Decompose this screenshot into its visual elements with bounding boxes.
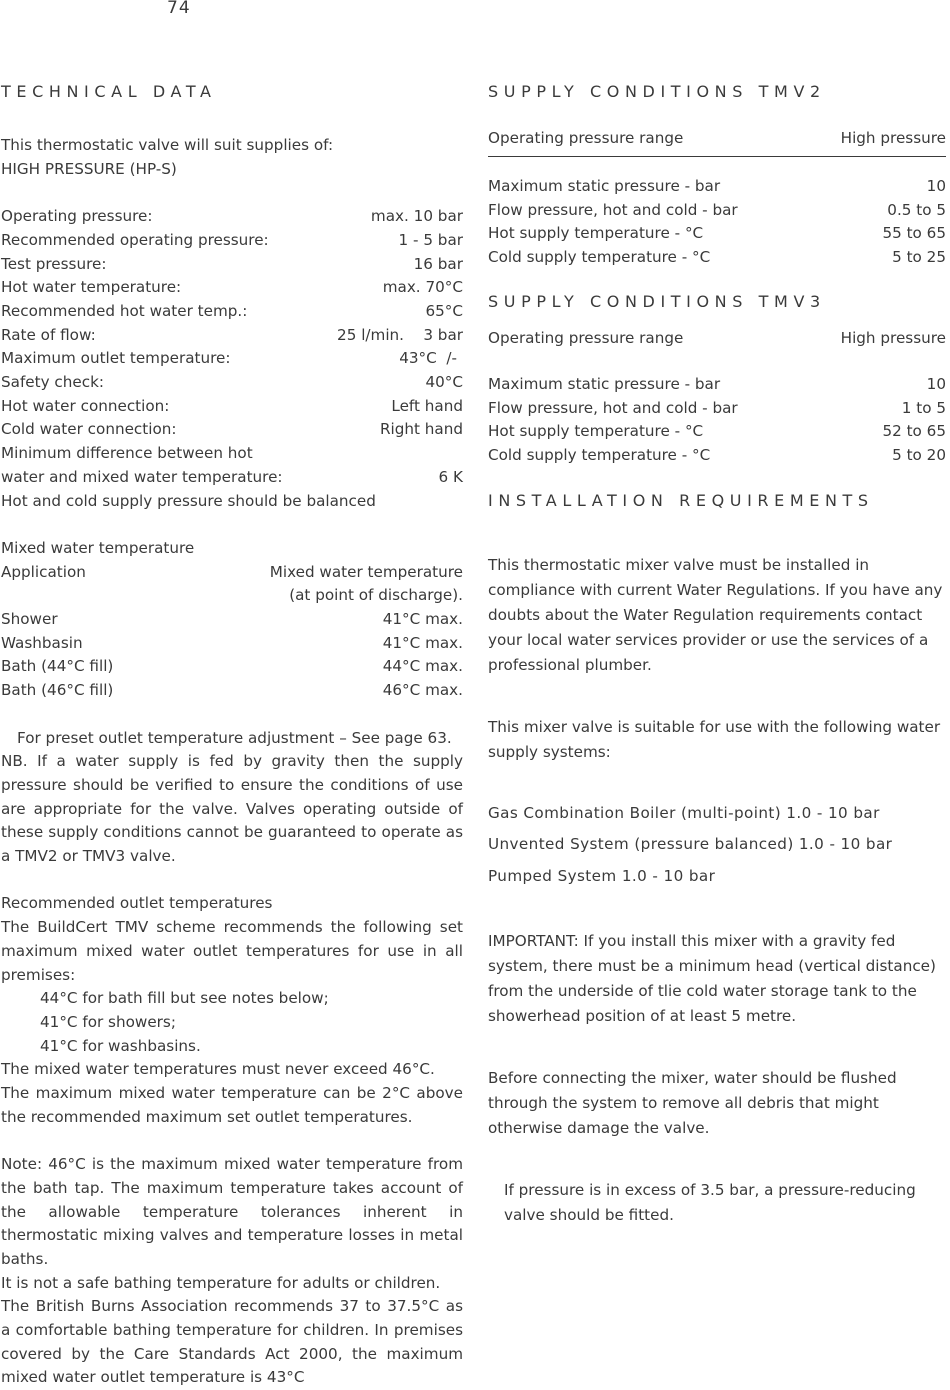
spec-row: [1, 395, 463, 419]
application-header-row: [1, 584, 463, 608]
not-safe-note: It is not a safe bathing temperature for adults or children.: [1, 1273, 441, 1292]
spec-label: Hot water connection:: [1, 396, 170, 415]
burns-note: The British Burns Association recommends 37 to 37.5°C as a comfortable bathing temperature for children. In premises covered by the Care Standards Act 2000, the maximum mixed water outlet temperature is 43°C: [1, 1297, 463, 1387]
spec-row: [1, 300, 463, 324]
balanced-note: Hot and cold supply pressure should be balanced: [1, 491, 376, 510]
spec-label: Test pressure:: [1, 254, 107, 273]
application-row: [1, 655, 463, 679]
supply-system-item: Gas Combination Boiler (multi-point) 1.0 - 10 bar: [488, 803, 880, 822]
recommended-item: 41°C for showers;: [40, 1012, 176, 1031]
application-temp: 41°C max.: [382, 610, 463, 629]
tmv2-row: [488, 175, 946, 199]
supply-conditions-column: [488, 80, 946, 1228]
spec-value: max. 70°C: [382, 278, 463, 297]
min-diff-row: [1, 466, 463, 490]
spec-value: 40°C: [425, 373, 463, 392]
condition-label: Maximum static pressure - bar: [488, 374, 721, 393]
application-value: Mixed water temperature: [269, 562, 463, 581]
spec-label: Recommended hot water temp.:: [1, 301, 248, 320]
condition-label: Hot supply temperature - °C: [488, 422, 704, 441]
spec-row: [1, 205, 463, 229]
spec-row: [1, 371, 463, 395]
nb-note: NB. If a water supply is fed by gravity then the supply pressure should be verified to ensure the conditions of use are appropriate for the valve. Valves operating outside of these supply conditions cannot be guaranteed to operate as a TMV2 or TMV3 valve.: [1, 752, 463, 866]
spec-label: Safety check:: [1, 373, 104, 392]
condition-value: 5 to 25: [892, 248, 946, 267]
preset-note: For preset outlet temperature adjustment – See page 63.: [17, 728, 452, 747]
compliance-paragraph: This thermostatic mixer valve must be installed in compliance with current Water Regulations. If you have any doubts about the Water Regulation requirements contact your local water services provider or use the services of a professional plumber.: [488, 555, 943, 674]
condition-label: Flow pressure, hot and cold - bar: [488, 398, 738, 417]
spec-label: Maximum outlet temperature:: [1, 349, 231, 368]
spec-value: Right hand: [379, 420, 463, 439]
condition-label: Flow pressure, hot and cold - bar: [488, 200, 738, 219]
tmv2-range-row: [488, 127, 946, 157]
application-name: Bath (44°C fill): [1, 657, 114, 676]
tmv2-row: [488, 199, 946, 223]
note-46: Note: 46°C is the maximum mixed water temperature from the bath tap. The maximum temperature takes account of the allowable temperature tolerances inherent in thermostatic mixing valves and temperature losses in metal baths.: [1, 1155, 463, 1268]
condition-label: Cold supply temperature - °C: [488, 445, 711, 464]
application-label: Application: [1, 562, 86, 581]
condition-value: 10: [926, 374, 946, 393]
spec-value: 43°C /-: [399, 349, 457, 368]
supply-system-item: Pumped System 1.0 - 10 bar: [488, 866, 716, 885]
spec-row: [1, 418, 463, 442]
condition-value: 55 to 65: [882, 224, 946, 243]
important-paragraph: IMPORTANT: If you install this mixer with a gravity fed system, there must be a minimum head (vertical distance) from the underside of tlie cold water storage tank to the showerhead position of at least 5 metre.: [488, 932, 936, 1026]
application-row: [1, 679, 463, 703]
recommended-title: Recommended outlet temperatures: [1, 894, 273, 913]
spec-row: [1, 253, 463, 277]
application-name: Washbasin: [1, 633, 83, 652]
condition-label: Cold supply temperature - °C: [488, 248, 711, 267]
condition-label: Maximum static pressure - bar: [488, 177, 721, 195]
condition-value: 10: [926, 177, 946, 195]
tmv3-row: [488, 444, 946, 468]
condition-value: 0.5 to 5: [887, 200, 946, 219]
application-header-row: [1, 561, 463, 585]
application-row: [1, 632, 463, 656]
range-label: Operating pressure range: [488, 328, 684, 347]
spec-value: Left hand: [391, 396, 463, 415]
application-temp: 44°C max.: [382, 657, 463, 676]
spec-row: [1, 347, 463, 371]
application-temp: 41°C max.: [382, 633, 463, 652]
spec-label: Hot water temperature:: [1, 278, 182, 297]
spec-row: [1, 229, 463, 253]
range-value: High pressure: [840, 129, 946, 147]
spec-value: max. 10 bar: [370, 207, 463, 226]
recommended-intro: The BuildCert TMV scheme recommends the following set maximum mixed water outlet temperatures for use in all premises:: [1, 918, 463, 984]
tmv3-row: [488, 420, 946, 444]
flush-paragraph: Before connecting the mixer, water should be flushed through the system to remove all debris that might otherwise damage the valve.: [488, 1069, 897, 1138]
spec-row: [1, 324, 463, 348]
supply-system-item: Unvented System (pressure balanced) 1.0 - 10 bar: [488, 835, 893, 854]
application-temp: 46°C max.: [382, 681, 463, 700]
spec-label: Recommended operating pressure:: [1, 230, 269, 249]
tmv2-row: [488, 246, 946, 270]
spec-value: 25 l/min. 3 bar: [337, 325, 463, 344]
spec-label: Rate of flow:: [1, 325, 96, 344]
tmv3-row: [488, 397, 946, 421]
suitable-paragraph: This mixer valve is suitable for use with the following water supply systems:: [488, 717, 941, 761]
installation-heading: INSTALLATION REQUIREMENTS: [488, 490, 874, 510]
recommended-item: 41°C for washbasins.: [40, 1036, 201, 1055]
tmv3-range-row: [488, 327, 946, 356]
intro-line: HIGH PRESSURE (HP-S): [1, 159, 177, 178]
spec-label: Cold water connection:: [1, 420, 177, 439]
page-number: 74: [167, 0, 191, 18]
spec-row: [1, 276, 463, 300]
min-diff-label: water and mixed water temperature:: [1, 467, 283, 486]
condition-value: 52 to 65: [882, 422, 946, 441]
technical-data-heading: TECHNICAL DATA: [1, 82, 217, 101]
pressure-paragraph: If pressure is in excess of 3.5 bar, a pressure-reducing valve should be fitted.: [504, 1181, 916, 1225]
spec-label: Operating pressure:: [1, 207, 153, 226]
mixed-water-title: Mixed water temperature: [1, 538, 195, 557]
application-value: (at point of discharge).: [289, 586, 463, 605]
application-row: [1, 608, 463, 632]
tmv2-row: [488, 222, 946, 246]
spec-value: 65°C: [425, 301, 463, 320]
application-name: Bath (46°C fill): [1, 681, 114, 700]
tmv2-heading: SUPPLY CONDITIONS TMV2: [488, 82, 826, 101]
min-diff-value: 6 K: [438, 467, 463, 486]
range-label: Operating pressure range: [488, 129, 684, 147]
recommended-item: 44°C for bath fill but see notes below;: [40, 989, 329, 1008]
application-name: Shower: [1, 610, 58, 629]
min-diff-line: Minimum difference between hot: [1, 444, 253, 463]
range-value: High pressure: [840, 328, 946, 347]
technical-data-column: [1, 80, 463, 1390]
never-exceed-note: The mixed water temperatures must never exceed 46°C.: [1, 1060, 435, 1079]
spec-list: [1, 205, 463, 442]
condition-value: 5 to 20: [892, 445, 946, 464]
spec-value: 1 - 5 bar: [398, 230, 463, 249]
tmv3-heading: SUPPLY CONDITIONS TMV3: [488, 291, 826, 311]
condition-value: 1 to 5: [901, 398, 946, 417]
intro-line: This thermostatic valve will suit supplies of:: [1, 136, 334, 154]
condition-label: Hot supply temperature - °C: [488, 224, 704, 243]
spec-value: 16 bar: [413, 254, 463, 273]
tmv3-row: [488, 373, 946, 397]
max-above-note: The maximum mixed water temperature can be 2°C above the recommended maximum set outlet temperatures.: [1, 1084, 463, 1126]
